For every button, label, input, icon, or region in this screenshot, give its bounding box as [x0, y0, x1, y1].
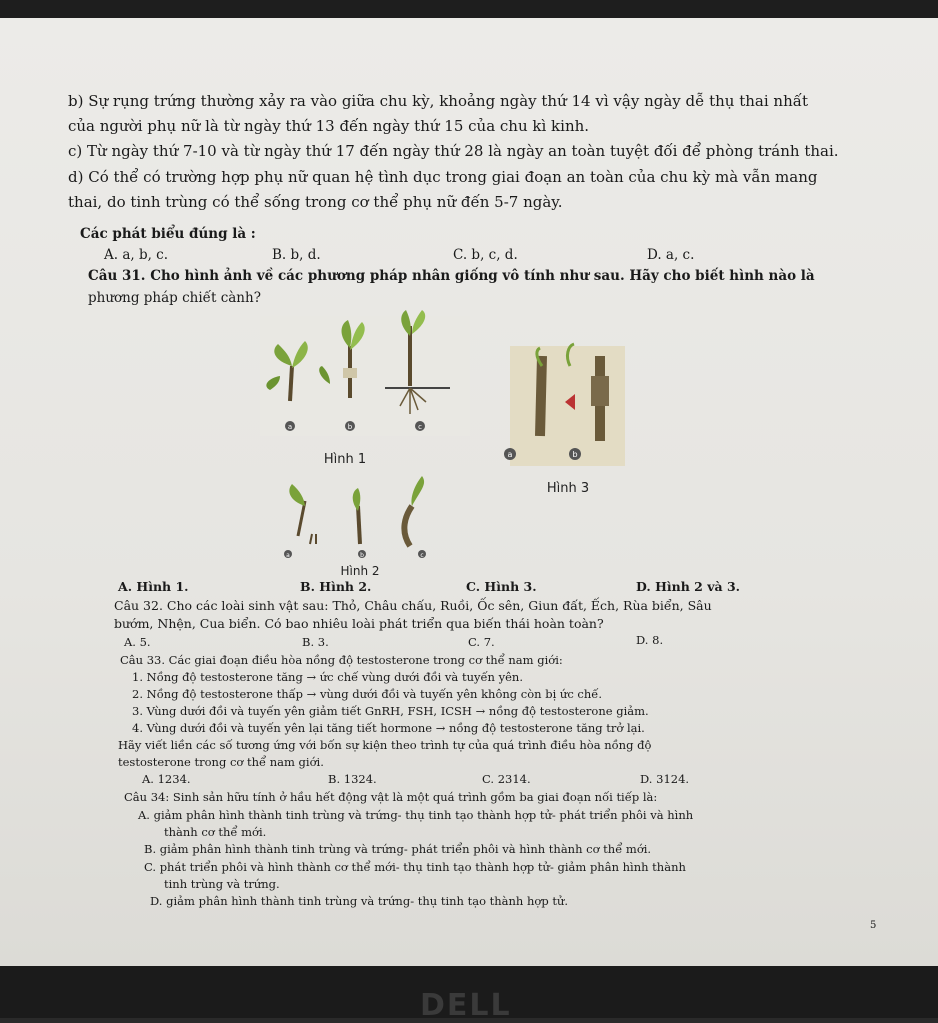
- q31-option-b: B. Hình 2.: [300, 579, 372, 594]
- q34-stem: Câu 34: Sinh sản hữu tính ở hầu hết động vật là một quá trình gồm ba giai đoạn nối tiếp là:: [124, 790, 658, 804]
- q31-option-c: C. Hình 3.: [466, 579, 537, 594]
- q30-statement-d-line2: thai, do tinh trùng có thể sống trong cơ thể phụ nữ đến 5-7 ngày.: [68, 193, 563, 211]
- q34-option-a-line1: A. giảm phân hình thành tinh trùng và trứng- thụ tinh tạo thành hợp tử- phát triển phôi và hình: [138, 808, 694, 822]
- q33-item-2: 2. Nồng độ testosterone thấp → vùng dưới đồi và tuyến yên không còn bị ức chế.: [132, 687, 603, 701]
- q31-stem-line2: phương pháp chiết cành?: [88, 290, 261, 306]
- q30-option-a: A. a, b, c.: [104, 247, 169, 263]
- q30-option-c: C. b, c, d.: [453, 247, 518, 263]
- q31-option-d: D. Hình 2 và 3.: [636, 579, 740, 594]
- q30-statement-b-line1: b) Sự rụng trứng thường xảy ra vào giữa chu kỳ, khoảng ngày thứ 14 vì vậy ngày dễ thụ thai nhất: [68, 92, 808, 110]
- q30-statement-b-line2: của người phụ nữ là từ ngày thứ 13 đến ngày thứ 15 của chu kì kinh.: [68, 117, 590, 135]
- q34-option-a-line2: thành cơ thể mới.: [164, 825, 267, 839]
- q32-option-b: B. 3.: [302, 635, 329, 649]
- propagation-figures: [250, 306, 630, 576]
- q34-option-c-line2: tinh trùng và trứng.: [164, 877, 280, 891]
- q33-prompt-line2: testosterone trong cơ thể nam giới.: [118, 755, 324, 769]
- q33-item-3: 3. Vùng dưới đồi và tuyến yên giảm tiết GnRH, FSH, ICSH → nồng độ testosterone giảm.: [132, 704, 649, 718]
- q33-option-b: B. 1324.: [328, 772, 377, 786]
- fig3-caption: Hình 3: [546, 481, 590, 496]
- q32-option-d: D. 8.: [636, 633, 664, 647]
- q33-prompt-line1: Hãy viết liền các số tương ứng với bốn sự kiện theo trình tự của quá trình điều hòa nồng độ: [118, 738, 652, 752]
- document-page: [0, 18, 938, 966]
- q30-option-b: B. b, d.: [272, 247, 321, 263]
- figure-1-illustration: [260, 310, 470, 436]
- q34-option-c-line1: C. phát triển phôi và hình thành cơ thể mới- thụ tinh tạo thành hợp tử- giảm phân hình thành: [144, 860, 686, 874]
- fig3-label-a: a: [507, 450, 513, 459]
- page-number: 5: [870, 920, 877, 931]
- q31-option-a: A. Hình 1.: [118, 579, 189, 594]
- fig2-label-c: c: [420, 552, 424, 559]
- fig1-label-c: c: [418, 423, 422, 431]
- q34-option-d: D. giảm phân hình thành tinh trùng và trứng- thụ tinh tạo thành hợp tử.: [150, 894, 569, 908]
- q32-option-a: A. 5.: [124, 635, 151, 649]
- q33-option-d: D. 3124.: [640, 772, 690, 786]
- fig2-label-b: b: [360, 552, 364, 559]
- fig1-caption: Hình 1: [323, 452, 367, 467]
- q30-option-d: D. a, c.: [647, 247, 695, 263]
- figure-2-illustration: [284, 476, 426, 558]
- q32-stem-line2: bướm, Nhện, Cua biển. Có bao nhiêu loài phát triển qua biến thái hoàn toàn?: [114, 616, 604, 631]
- q30-statement-d-line1: d) Có thể có trường hợp phụ nữ quan hệ tình dục trong giai đoạn an toàn của chu kỳ mà vẫn mang: [68, 168, 818, 186]
- fig3-label-b: b: [572, 450, 578, 459]
- fig2-label-a: a: [286, 552, 290, 559]
- q34-option-b: B. giảm phân hình thành tinh trùng và trứng- phát triển phôi và hình thành cơ thể mới.: [144, 842, 652, 856]
- q32-option-c: C. 7.: [468, 635, 495, 649]
- q32-stem-line1: Câu 32. Cho các loài sinh vật sau: Thỏ, Châu chấu, Ruồi, Ốc sên, Giun đất, Ếch, Rùa biển, Sâu: [114, 598, 712, 613]
- q31-stem-text: Câu 31. Cho hình ảnh về các phương pháp nhân giống vô tính như sau. Hãy cho biết hình nào là: [88, 268, 815, 284]
- q30-prompt: Các phát biểu đúng là :: [80, 226, 256, 242]
- q33-option-c: C. 2314.: [482, 772, 531, 786]
- figure-3-illustration: [504, 344, 625, 466]
- dell-logo: DELL: [420, 988, 512, 1023]
- q31-stem-line1: [88, 268, 815, 284]
- q33-item-1: 1. Nồng độ testosterone tăng → ức chế vùng dưới đồi và tuyến yên.: [132, 670, 523, 684]
- fig2-caption: Hình 2: [340, 564, 380, 576]
- q33-option-a: A. 1234.: [142, 772, 191, 786]
- q30-statement-c: c) Từ ngày thứ 7-10 và từ ngày thứ 17 đến ngày thứ 28 là ngày an toàn tuyệt đối để phòng tránh thai.: [68, 142, 839, 160]
- q33-item-4: 4. Vùng dưới đồi và tuyến yên lại tăng tiết hormone → nồng độ testosterone tăng trở lại.: [132, 721, 645, 735]
- fig1-label-a: a: [287, 423, 293, 431]
- fig1-label-b: b: [347, 423, 353, 431]
- q33-stem: Câu 33. Các giai đoạn điều hòa nồng độ testosterone trong cơ thể nam giới:: [120, 653, 563, 667]
